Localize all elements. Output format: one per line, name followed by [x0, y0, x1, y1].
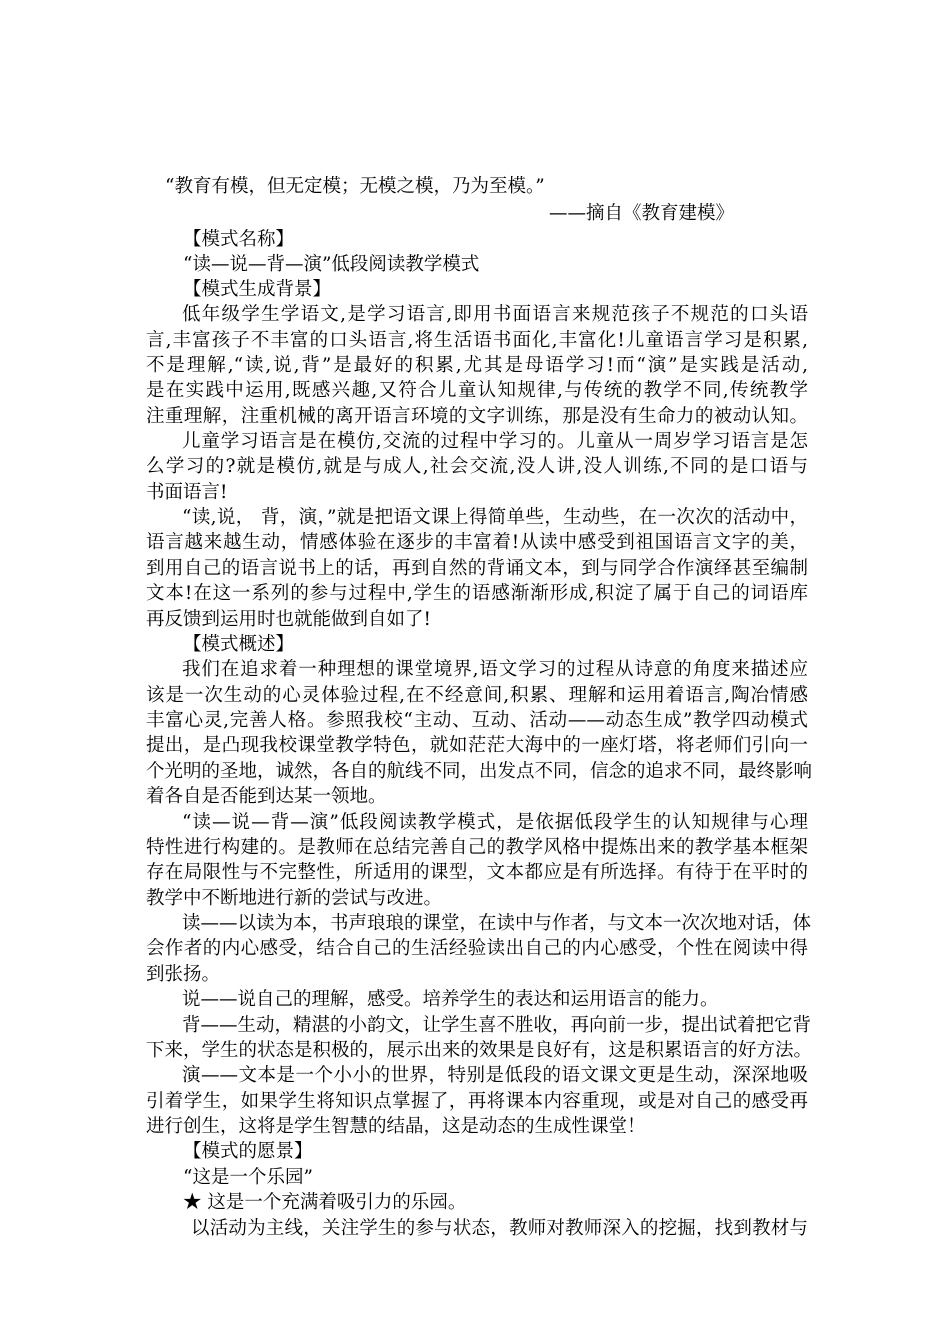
vision-subtitle: “这是一个乐园”: [183, 1167, 313, 1188]
paragraph-line: 语言越来越生动，情感体验在逐步的丰富着!从读中感受到祖国语言文字的美，: [146, 532, 808, 553]
paragraph-line: 引着学生，如果学生将知识点掌握了，再将课本内容重现，或是对自己的感受再: [146, 1091, 808, 1112]
paragraph-line: 儿童学习语言是在模仿,交流的过程中学习的。儿童从一周岁学习语言是怎: [182, 431, 808, 452]
paragraph-line: 背——生动，精湛的小韵文，让学生喜不胜收，再向前一步，提出试着把它背: [182, 1015, 812, 1036]
paragraph-line: 低年级学生学语文,是学习语言,即用书面语言来规范孩子不规范的口头语: [182, 304, 808, 325]
paragraph-line: 说——说自己的理解，感受。培养学生的表达和运用语言的能力。: [182, 989, 719, 1010]
paragraph-line: 不是理解,“读,说,背”是最好的积累,尤其是母语学习!而“演”是实践是活动,: [146, 355, 808, 376]
paragraph-line: 进行创生，这将是学生智慧的结晶，这是动态的生成性课堂！: [146, 1116, 646, 1137]
paragraph-line: 特性进行构建的。是教师在总结完善自己的教学风格中提炼出来的教学基本框架: [146, 837, 808, 858]
paragraph-line: 存在局限性与不完整性，所适用的课型，文本都应是有所选择。有待于在平时的: [146, 862, 808, 883]
paragraph-line: 个光明的圣地，诚然，各自的航线不同，出发点不同，信念的追求不同，最终影响: [146, 761, 813, 782]
paragraph-line: 提出，是凸现我校课堂教学特色，就如茫茫大海中的一座灯塔，将老师们引向一: [146, 735, 808, 756]
section-heading-vision: 【模式的愿景】: [183, 1141, 313, 1162]
paragraph-line: “读,说， 背，演，”就是把语文课上得简单些，生动些，在一次次的活动中，: [182, 507, 808, 528]
paragraph-line: 书面语言!: [146, 482, 228, 503]
paragraph-line: 以活动为主线，关注学生的参与状态，教师对教师深入的挖掘，找到教材与: [191, 1218, 808, 1239]
section-heading-overview: 【模式概述】: [183, 634, 295, 655]
paragraph-line: 注重理解，注重机械的离开语言环境的文字训练，那是没有生命力的被动认知。: [146, 406, 808, 427]
paragraph-line: 丰富心灵,完善人格。参照我校“主动、互动、活动——动态生成”教学四动模式: [146, 710, 808, 731]
paragraph-line: 演——文本是一个小小的世界，特别是低段的语文课文更是生动，深深地吸: [182, 1065, 808, 1086]
paragraph-line: 会作者的内心感受，结合自己的生活经验读出自己的内心感受，个性在阅读中得: [146, 938, 808, 959]
paragraph-line: 么学习的?就是模仿,就是与成人,社会交流,没人讲,没人训练,不同的是口语与: [146, 456, 808, 477]
paragraph-line: 着各自是否能到达某一领地。: [146, 786, 387, 807]
paragraph-line: 言,丰富孩子不丰富的口头语言,将生活语书面化,丰富化!儿童语言学习是积累,: [146, 330, 808, 351]
paragraph-line: 到张扬。: [146, 964, 221, 985]
paragraph-line: 我们在追求着一种理想的课堂境界,语文学习的过程从诗意的角度来描述应: [182, 659, 808, 680]
star-list-item: ★ 这是一个充满着吸引力的乐园。: [183, 1192, 467, 1213]
epigraph-source: ——摘自《教育建模》: [549, 203, 735, 224]
paragraph-line: 是在实践中运用,既感兴趣,又符合儿童认知规律,与传统的教学不同,传统教学: [146, 380, 808, 401]
paragraph-line: 到用自己的语言说书上的话，再到自然的背诵文本，到与同学合作演绎甚至编制: [146, 558, 808, 579]
section-heading-background: 【模式生成背景】: [183, 279, 332, 300]
paragraph-line: 再反馈到运用时也就能做到自如了!: [146, 609, 431, 630]
epigraph-quote: “教育有模，但无定模；无模之模，乃为至模。”: [165, 176, 545, 197]
paragraph-line: 该是一次生动的心灵体验过程,在不经意间,积累、理解和运用着语言,陶冶情感: [146, 685, 808, 706]
paragraph-line: 教学中不断地进行新的尝试与改进。: [146, 888, 443, 909]
paragraph-line: 下来，学生的状态是积极的，展示出来的效果是良好有，这是积累语言的好方法。: [146, 1040, 813, 1061]
section-heading-name: 【模式名称】: [183, 229, 295, 250]
mode-name-text: “读—说—背—演”低段阅读教学模式: [183, 254, 480, 275]
paragraph-line: “读—说—背—演”低段阅读教学模式，是依据低段学生的认知规律与心理: [182, 812, 808, 833]
paragraph-line: 文本!在这一系列的参与过程中,学生的语感渐渐形成,积淀了属于自己的词语库: [146, 583, 808, 604]
paragraph-line: 读——以读为本，书声琅琅的课堂，在读中与作者，与文本一次次地对话，体: [182, 913, 812, 934]
